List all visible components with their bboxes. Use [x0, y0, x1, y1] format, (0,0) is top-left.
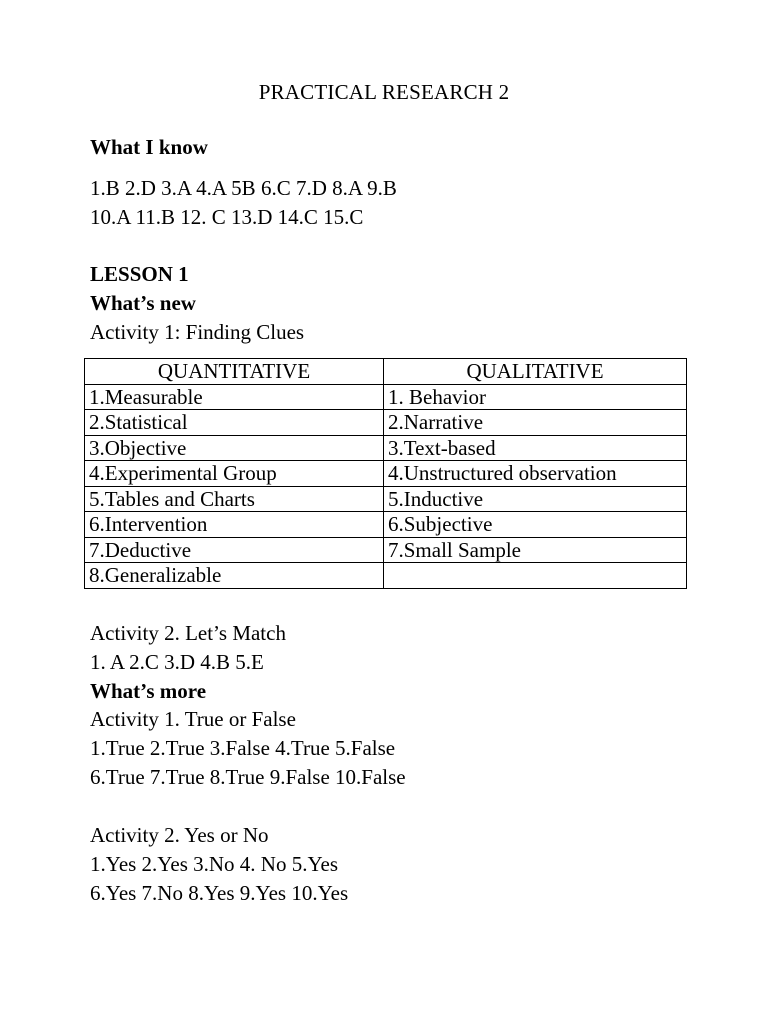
- qualitative-cell: 7.Small Sample: [384, 537, 687, 563]
- lesson-heading: LESSON 1: [90, 262, 189, 286]
- yes-or-no-answers-line-2: 6.Yes 7.No 8.Yes 9.Yes 10.Yes: [90, 881, 349, 905]
- table-header-row: [85, 359, 687, 385]
- activity-2-lets-match-answers: 1. A 2.C 3.D 4.B 5.E: [90, 650, 264, 674]
- true-or-false-answers-line-2: 6.True 7.True 8.True 9.False 10.False: [90, 765, 406, 789]
- what-i-know-heading: What I know: [90, 135, 208, 159]
- table-header-qualitative: QUALITATIVE: [384, 359, 687, 385]
- qualitative-cell: 5.Inductive: [384, 486, 687, 512]
- finding-clues-table: [84, 358, 687, 589]
- quantitative-cell: 1.Measurable: [85, 384, 384, 410]
- quantitative-cell: 5.Tables and Charts: [85, 486, 384, 512]
- activity-1-true-or-false-title: Activity 1. True or False: [90, 707, 296, 731]
- activity-2-yes-or-no-title: Activity 2. Yes or No: [90, 823, 269, 847]
- what-i-know-answers-line-2: 10.A 11.B 12. C 13.D 14.C 15.C: [90, 205, 364, 229]
- table-row: [85, 435, 687, 461]
- qualitative-cell: 1. Behavior: [384, 384, 687, 410]
- what-i-know-answers-line-1: 1.B 2.D 3.A 4.A 5B 6.C 7.D 8.A 9.B: [90, 176, 397, 200]
- table-row: [85, 410, 687, 436]
- table-header-quantitative: QUANTITATIVE: [85, 359, 384, 385]
- table-row: [85, 512, 687, 538]
- activity-2-lets-match-title: Activity 2. Let’s Match: [90, 621, 286, 645]
- true-or-false-answers-line-1: 1.True 2.True 3.False 4.True 5.False: [90, 736, 396, 760]
- qualitative-cell: 3.Text-based: [384, 435, 687, 461]
- quantitative-cell: 4.Experimental Group: [85, 461, 384, 487]
- qualitative-cell: 2.Narrative: [384, 410, 687, 436]
- table-row: [85, 537, 687, 563]
- whats-more-heading: What’s more: [90, 679, 207, 703]
- activity-1-finding-clues-title: Activity 1: Finding Clues: [90, 320, 305, 344]
- quantitative-cell: 2.Statistical: [85, 410, 384, 436]
- quantitative-cell: 3.Objective: [85, 435, 384, 461]
- qualitative-cell: 6.Subjective: [384, 512, 687, 538]
- qualitative-cell: 4.Unstructured observation: [384, 461, 687, 487]
- table-row: [85, 486, 687, 512]
- quantitative-cell: 7.Deductive: [85, 537, 384, 563]
- quantitative-cell: 8.Generalizable: [85, 563, 384, 589]
- whats-new-heading: What’s new: [90, 291, 196, 315]
- yes-or-no-answers-line-1: 1.Yes 2.Yes 3.No 4. No 5.Yes: [90, 852, 339, 876]
- qualitative-cell: [384, 563, 687, 589]
- page-title: PRACTICAL RESEARCH 2: [258, 80, 510, 104]
- quantitative-cell: 6.Intervention: [85, 512, 384, 538]
- table-row: [85, 461, 687, 487]
- table-row: [85, 384, 687, 410]
- table-row: [85, 563, 687, 589]
